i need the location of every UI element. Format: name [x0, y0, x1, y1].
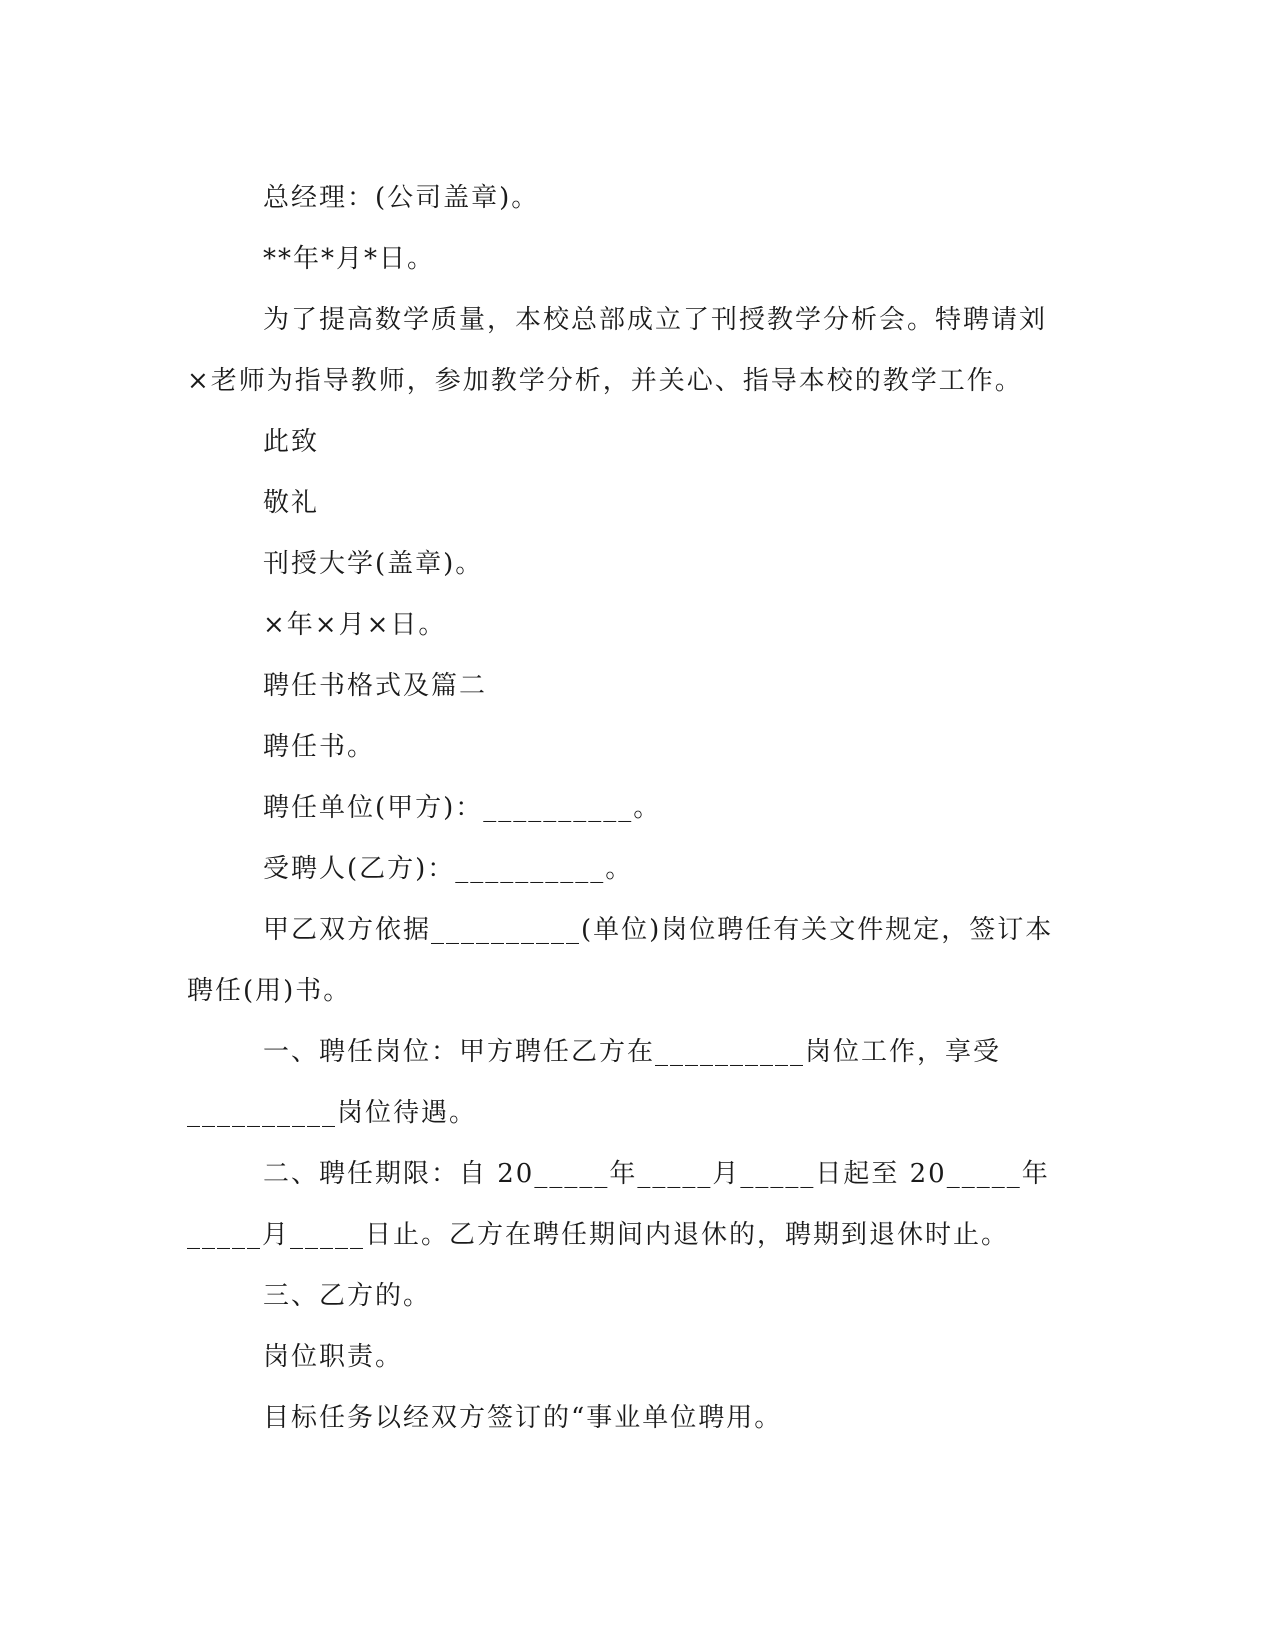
signature-date: **年*月*日。	[263, 244, 436, 274]
clause-position: 一、聘任岗位：甲方聘任乙方在__________岗位工作，享受	[263, 1037, 1002, 1067]
paragraph-line: ×老师为指导教师，参加教学分析，并关心、指导本校的教学工作。	[187, 366, 1023, 396]
closing-salutation: 此致	[263, 427, 320, 457]
clause-term: 二、聘任期限：自 20_____年_____月_____日起至 20_____年	[263, 1159, 1050, 1189]
party-a-line: 聘任单位(甲方)：__________。	[263, 793, 662, 823]
issuer-signature: 刊授大学(盖章)。	[263, 549, 484, 579]
document-title: 聘任书。	[263, 732, 376, 762]
clause-three: 三、乙方的。	[263, 1281, 432, 1311]
document-body	[187, 168, 1067, 1449]
clause-duties: 岗位职责。	[263, 1342, 404, 1372]
party-b-line: 受聘人(乙方)：__________。	[263, 854, 634, 884]
paragraph-line: 为了提高数学质量，本校总部成立了刊授教学分析会。特聘请刘	[263, 305, 1048, 335]
paragraph-line: 甲乙双方依据__________(单位)岗位聘任有关文件规定，签订本	[263, 915, 1054, 945]
paragraph-line: 聘任(用)书。	[187, 976, 352, 1006]
issue-date: ×年×月×日。	[263, 610, 447, 640]
closing-regards: 敬礼	[263, 488, 320, 518]
signature-general-manager: 总经理：(公司盖章)。	[263, 183, 540, 213]
clause-term-continued: _____月_____日止。乙方在聘任期间内退休的，聘期到退休时止。	[187, 1220, 1010, 1250]
clause-targets: 目标任务以经双方签订的“事业单位聘用。	[263, 1403, 783, 1433]
clause-position-continued: __________岗位待遇。	[187, 1098, 478, 1128]
section-heading: 聘任书格式及篇二	[263, 671, 488, 701]
